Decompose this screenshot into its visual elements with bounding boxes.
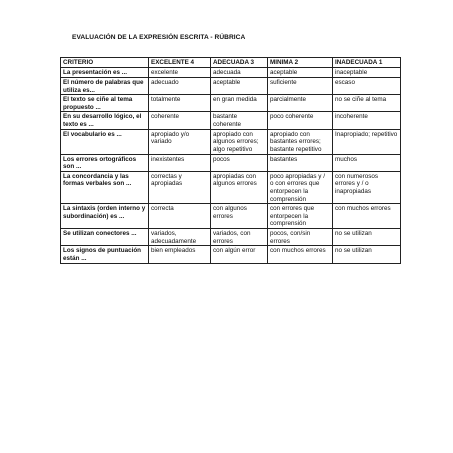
- table-cell: suficiente: [268, 78, 333, 95]
- header-minima: MINIMA 2: [268, 58, 333, 68]
- table-row: [61, 204, 401, 229]
- table-cell: no se ciñe al tema: [333, 95, 401, 112]
- table-cell: poco apropiadas y / o con errores que entorpecen la comprensión: [268, 171, 333, 203]
- table-row: [61, 229, 401, 246]
- table-cell: pocos: [211, 154, 268, 171]
- table-cell: parcialmente: [268, 95, 333, 112]
- criterion-cell: El número de palabras que utiliza es...: [61, 78, 149, 95]
- table-row: [61, 154, 401, 171]
- table-cell: adecuado: [149, 78, 211, 95]
- table-cell: incoherente: [333, 112, 401, 129]
- criterion-cell: Se utilizan conectores ...: [61, 229, 149, 246]
- table-cell: con muchos errores: [333, 204, 401, 229]
- table-cell: poco coherente: [268, 112, 333, 129]
- table-cell: variados, con errores: [211, 229, 268, 246]
- header-adecuada: ADECUADA 3: [211, 58, 268, 68]
- table-cell: inaceptable: [333, 68, 401, 78]
- document-title: EVALUACIÓN DE LA EXPRESIÓN ESCRITA - RÚBRICA: [72, 34, 246, 41]
- table-cell: pocos, con/sin errores: [268, 229, 333, 246]
- table-cell: apropiado con algunos errores; algo repetitivo: [211, 129, 268, 154]
- table-cell: con algún error: [211, 246, 268, 263]
- table-cell: escaso: [333, 78, 401, 95]
- criterion-cell: Los errores ortográficos son ...: [61, 154, 149, 171]
- table-row: [61, 246, 401, 263]
- table-cell: adecuada: [211, 68, 268, 78]
- table-cell: con numerosos errores y / o inapropiadas: [333, 171, 401, 203]
- table-row: [61, 95, 401, 112]
- table-cell: variados, adecuadamente: [149, 229, 211, 246]
- criterion-cell: El texto se ciñe al tema propuesto ...: [61, 95, 149, 112]
- header-excelente: EXCELENTE 4: [149, 58, 211, 68]
- table-cell: correcta: [149, 204, 211, 229]
- table-cell: correctas y apropiadas: [149, 171, 211, 203]
- table-cell: aceptable: [268, 68, 333, 78]
- table-cell: con errores que entorpecen la comprensión: [268, 204, 333, 229]
- table-cell: apropiado con bastantes errores; bastante repetitivo: [268, 129, 333, 154]
- table-cell: Inapropiado; repetitivo: [333, 129, 401, 154]
- table-cell: aceptable: [211, 78, 268, 95]
- rubric-table: [60, 57, 401, 264]
- header-criterio: CRITERIO: [61, 58, 149, 68]
- table-cell: muchos: [333, 154, 401, 171]
- header-inadecuada: INADECUADA 1: [333, 58, 401, 68]
- criterion-cell: Los signos de puntuación están ...: [61, 246, 149, 263]
- table-cell: con muchos errores: [268, 246, 333, 263]
- table-cell: inexistentes: [149, 154, 211, 171]
- criterion-cell: La sintaxis (orden interno y subordinación) es ...: [61, 204, 149, 229]
- table-cell: totalmente: [149, 95, 211, 112]
- criterion-cell: En su desarrollo lógico, el texto es ...: [61, 112, 149, 129]
- table-cell: no se utilizan: [333, 229, 401, 246]
- criterion-cell: La concordancia y las formas verbales son ...: [61, 171, 149, 203]
- table-cell: con algunos errores: [211, 204, 268, 229]
- table-cell: bastante coherente: [211, 112, 268, 129]
- criterion-cell: La presentación es ...: [61, 68, 149, 78]
- table-cell: apropiadas con algunos errores: [211, 171, 268, 203]
- table-row: [61, 171, 401, 203]
- table-cell: coherente: [149, 112, 211, 129]
- table-cell: no se utilizan: [333, 246, 401, 263]
- table-cell: en gran medida: [211, 95, 268, 112]
- table-cell: excelente: [149, 68, 211, 78]
- table-cell: bastantes: [268, 154, 333, 171]
- table-row: [61, 129, 401, 154]
- table-cell: bien empleados: [149, 246, 211, 263]
- table-row: [61, 68, 401, 78]
- table-row: [61, 78, 401, 95]
- table-cell: apropiado y/o variado: [149, 129, 211, 154]
- table-header-row: [61, 58, 401, 68]
- criterion-cell: El vocabulario es ...: [61, 129, 149, 154]
- table-row: [61, 112, 401, 129]
